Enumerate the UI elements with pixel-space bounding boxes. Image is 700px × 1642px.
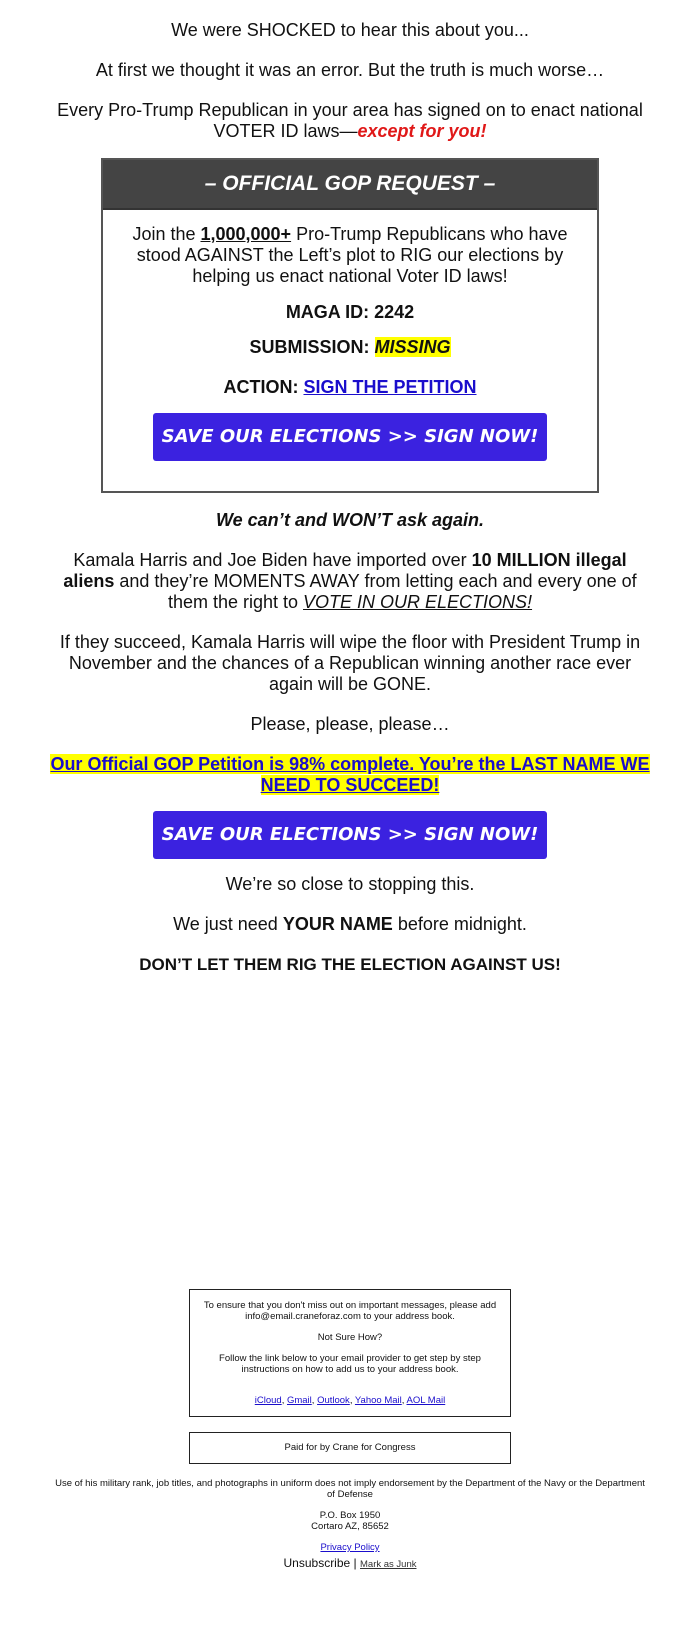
icloud-link[interactable]: iCloud <box>254 1395 282 1406</box>
maga-id-value: 2242 <box>374 302 415 322</box>
gmail-link[interactable]: Gmail <box>286 1395 312 1406</box>
follow-text: Follow the link below to your email provider to get step by step instructions on how to add us to your address book. <box>219 1353 481 1375</box>
join-post: Pro-Trump Republicans who have stood AGAINST the Left’s plot to RIG our elections by helping us enact national Voter ID laws! <box>136 224 568 286</box>
wont-ask-again: We can’t and WON’T ask again. <box>215 510 485 530</box>
po-box: P.O. Box 1950 <box>319 1510 381 1521</box>
need-name-text <box>50 914 650 935</box>
join-count: 1,000,000+ <box>200 224 292 244</box>
kamala-emph: VOTE IN OUR ELECTIONS! <box>303 592 533 612</box>
maga-id <box>111 302 589 323</box>
outlook-link[interactable]: Outlook <box>317 1395 350 1406</box>
kamala-paragraph <box>50 550 650 613</box>
paid-for-box <box>189 1432 511 1464</box>
join-pre: Join the <box>132 224 201 244</box>
unsubscribe-sep: | <box>350 1556 360 1570</box>
unsubscribe-row <box>50 1556 650 1572</box>
city-address: Cortaro AZ, 85652 <box>311 1521 389 1532</box>
aol-mail-link[interactable]: AOL Mail <box>406 1395 446 1406</box>
mark-as-junk-link[interactable]: Mark as Junk <box>360 1559 417 1570</box>
email-content <box>50 0 650 1572</box>
action-label: ACTION: <box>223 377 304 397</box>
provider-sep: , <box>349 1395 355 1406</box>
kamala-pre: Kamala Harris and Joe Biden have imported over <box>73 550 472 570</box>
unsubscribe-link[interactable]: Unsubscribe <box>283 1556 351 1570</box>
yahoo-mail-link[interactable]: Yahoo Mail <box>354 1395 402 1406</box>
submission-status <box>111 337 589 358</box>
privacy-row <box>50 1542 650 1553</box>
kamala-bold: 10 MILLION illegal aliens <box>63 550 627 591</box>
intro-shocked: We were SHOCKED to hear this about you... <box>171 20 529 40</box>
submission-label: SUBMISSION: <box>249 337 375 357</box>
need-pre: We just need <box>173 914 283 934</box>
maga-id-label: MAGA ID: <box>285 302 375 322</box>
provider-sep: , <box>311 1395 318 1406</box>
not-sure-text: Not Sure How? <box>317 1332 383 1343</box>
provider-links <box>202 1395 498 1406</box>
submission-missing-badge: MISSING <box>374 337 451 357</box>
need-bold: YOUR NAME <box>282 914 393 934</box>
gop-box-body <box>103 210 597 491</box>
intro-voter-id <box>50 100 650 142</box>
official-gop-request-box <box>101 158 599 493</box>
address-book-box <box>189 1289 511 1417</box>
privacy-policy-link[interactable]: Privacy Policy <box>320 1542 380 1553</box>
kamala-mid: and they’re MOMENTS AWAY from letting each and every one of them the right to <box>114 571 637 612</box>
join-text <box>111 224 589 287</box>
provider-sep: , <box>401 1395 407 1406</box>
petition-progress-link[interactable]: Our Official GOP Petition is 98% complete. You’re the LAST NAME WE NEED TO SUCCEED! <box>50 754 650 795</box>
save-elections-button-bottom[interactable]: SAVE OUR ELECTIONS >> SIGN NOW! <box>153 811 547 859</box>
need-post: before midnight. <box>392 914 527 934</box>
dont-let-rig: DON’T LET THEM RIG THE ELECTION AGAINST US! <box>139 955 561 974</box>
sign-petition-link[interactable]: SIGN THE PETITION <box>303 377 477 397</box>
intro-error: At first we thought it was an error. But the truth is much worse… <box>95 60 605 80</box>
so-close-text: We’re so close to stopping this. <box>225 874 475 894</box>
succeed-paragraph: If they succeed, Kamala Harris will wipe the floor with President Trump in November and the chances of a Republican winning another race ever again will be GONE. <box>59 632 641 694</box>
petition-paragraph <box>50 754 650 796</box>
paid-for-text: Paid for by Crane for Congress <box>284 1442 416 1453</box>
military-disclaimer: Use of his military rank, job titles, and photographs in uniform does not imply endorsement by the Department of the Navy or the Department of Defense <box>55 1478 645 1500</box>
intro-voter-id-text: Every Pro-Trump Republican in your area has signed on to enact national VOTER ID laws— <box>57 100 643 141</box>
action-row <box>111 377 589 398</box>
ensure-text: To ensure that you don't miss out on important messages, please add info@email.craneforaz.com to your address book. <box>203 1300 497 1322</box>
gop-box-header: – OFFICIAL GOP REQUEST – <box>103 160 597 210</box>
intro-except-you: except for you! <box>357 121 487 141</box>
provider-sep: , <box>281 1395 287 1406</box>
save-elections-button-top[interactable]: SAVE OUR ELECTIONS >> SIGN NOW! <box>153 413 547 461</box>
please-text: Please, please, please… <box>250 714 450 734</box>
